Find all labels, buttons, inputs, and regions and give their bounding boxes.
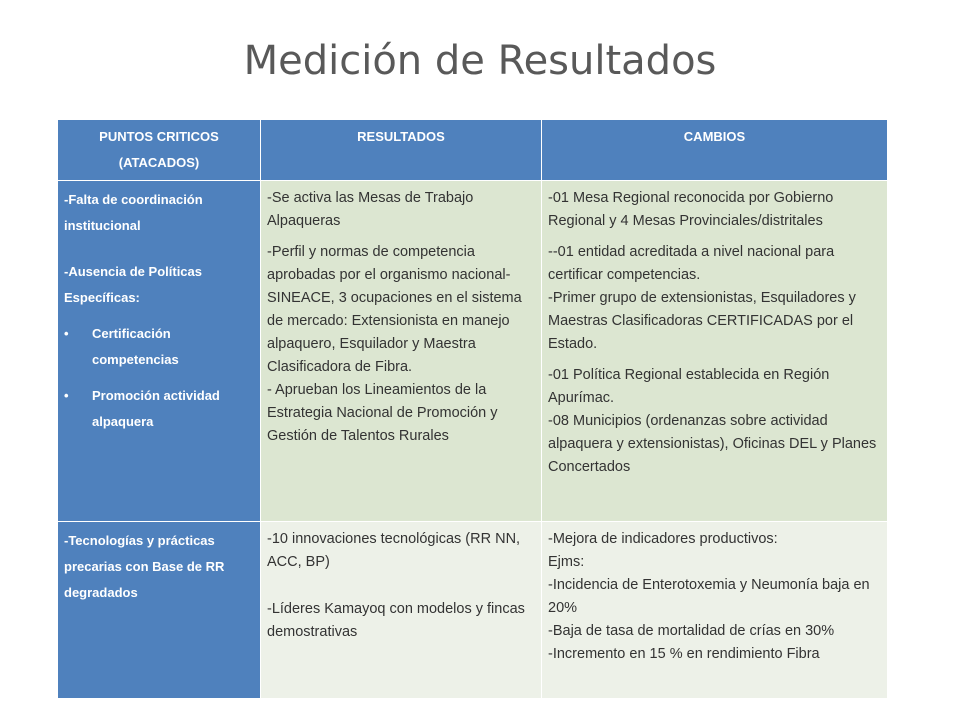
- critical-bullet-list: [64, 321, 256, 435]
- critical-point: -Tecnologías y prácticas precarias con Base de RR degradados: [64, 533, 225, 600]
- results-table: [57, 119, 888, 699]
- critical-point: -Falta de coordinación institucional: [64, 192, 203, 233]
- change-item: Ejms:: [548, 554, 585, 570]
- header-puntos-criticos: PUNTOS CRITICOS (ATACADOS): [58, 120, 261, 181]
- change-item: -Baja de tasa de mortalidad de crías en 30%: [548, 623, 835, 639]
- results-cell: [261, 522, 542, 699]
- changes-cell: [542, 522, 888, 699]
- change-item: -Mejora de indicadores productivos:: [548, 531, 778, 547]
- result-item: -Perfil y normas de competencia aprobadas por el organismo nacional-SINEACE, 3 ocupaciones en el sistema de mercado: Extensionista en manejo alpaquero, Esquilador y Maestra Clasificadora de Fibra.: [267, 244, 522, 375]
- bullet-text: Certificación competencias: [92, 326, 179, 367]
- bullet-text: Promoción actividad alpaquera: [92, 388, 220, 429]
- list-item: [64, 383, 256, 435]
- bullet-icon: •: [64, 388, 69, 403]
- critical-point: -Ausencia de Políticas Específicas:: [64, 264, 202, 305]
- slide-title: Medición de Resultados: [243, 38, 717, 84]
- critical-points-cell: [58, 181, 261, 522]
- change-item: -Incremento en 15 % en rendimiento Fibra: [548, 646, 820, 662]
- table-row: [58, 522, 888, 699]
- result-item: -Líderes Kamayoq con modelos y fincas demostrativas: [267, 601, 525, 640]
- table-row: [58, 181, 888, 522]
- header-resultados: RESULTADOS: [261, 120, 542, 181]
- result-item: -Se activa las Mesas de Trabajo Alpaqueras: [267, 190, 474, 229]
- change-item: -01 Mesa Regional reconocida por Gobierno Regional y 4 Mesas Provinciales/distritales: [548, 190, 834, 229]
- result-item: -10 innovaciones tecnológicas (RR NN, ACC, BP): [267, 531, 521, 570]
- change-item: -Primer grupo de extensionistas, Esquiladores y Maestras Clasificadoras CERTIFICADAS por el Estado.: [548, 290, 856, 352]
- change-item: --01 entidad acreditada a nivel nacional para certificar competencias.: [548, 244, 835, 283]
- bullet-icon: •: [64, 326, 69, 341]
- table-header-row: [58, 120, 888, 181]
- changes-cell: [542, 181, 888, 522]
- change-item: -01 Política Regional establecida en Región Apurímac.: [548, 367, 830, 406]
- header-cambios: CAMBIOS: [542, 120, 888, 181]
- results-cell: [261, 181, 542, 522]
- critical-points-cell: [58, 522, 261, 699]
- change-item: -Incidencia de Enterotoxemia y Neumonía baja en 20%: [548, 577, 870, 616]
- change-item: -08 Municipios (ordenanzas sobre actividad alpaquera y extensionistas), Oficinas DEL y Planes Concertados: [548, 413, 877, 475]
- result-item: - Aprueban los Lineamientos de la Estrategia Nacional de Promoción y Gestión de Talentos Rurales: [267, 382, 498, 444]
- list-item: [64, 321, 256, 373]
